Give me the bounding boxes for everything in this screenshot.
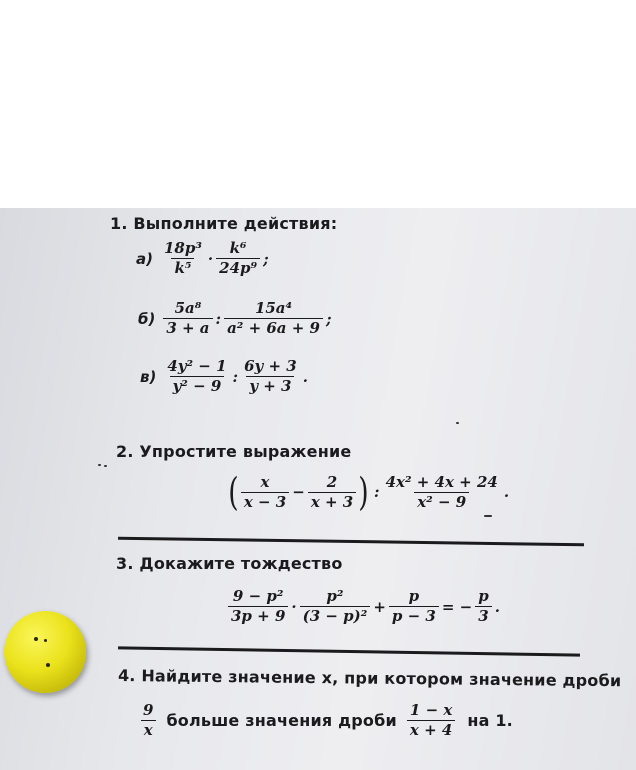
denominator: a² + 6a + 9 xyxy=(224,318,323,337)
denominator: y + 3 xyxy=(246,376,294,395)
operator: − xyxy=(292,483,305,501)
operator: · xyxy=(207,249,214,268)
operator: : xyxy=(374,483,380,501)
numerator: p xyxy=(408,587,420,605)
task1-a-label: а) xyxy=(136,249,153,268)
task1-a-fraction2 xyxy=(216,240,260,277)
task4-title: 4. Найдите значение x, при котором значение дроби xyxy=(117,666,622,691)
task1-title: 1. Выполните действия: xyxy=(110,214,338,233)
divider-line xyxy=(118,646,580,656)
terminator: . xyxy=(302,367,308,386)
denominator: x xyxy=(141,720,156,739)
task4-expression xyxy=(140,702,513,739)
task4-text-mid: больше значения дроби xyxy=(166,711,397,730)
denominator: 24p⁹ xyxy=(216,258,260,277)
terminator: . xyxy=(494,597,500,616)
denominator: k⁵ xyxy=(171,258,194,277)
numerator: 1 − x xyxy=(409,701,453,719)
numerator: 18p³ xyxy=(163,239,202,257)
denominator: x + 4 xyxy=(407,720,455,739)
terminator: ; xyxy=(263,249,269,268)
task4-fraction2 xyxy=(407,702,455,739)
task1-c-label: в) xyxy=(140,367,157,386)
photographed-paper xyxy=(0,208,636,770)
task3-title: 3. Докажите тождество xyxy=(116,554,343,573)
open-paren: ( xyxy=(228,470,239,514)
numerator: 6y + 3 xyxy=(244,357,297,375)
task3-fraction2 xyxy=(300,588,371,625)
task1-b xyxy=(138,300,335,337)
numerator: 15a⁴ xyxy=(254,299,293,317)
task1-c-fraction1 xyxy=(164,358,229,395)
numerator: k⁶ xyxy=(229,239,247,257)
numerator: 9 − p² xyxy=(232,587,284,605)
operator: = − xyxy=(441,597,473,616)
task1-b-fraction1 xyxy=(163,300,212,337)
task1-a xyxy=(136,240,272,277)
task4-text-end: на 1. xyxy=(467,711,513,730)
denominator: x + 3 xyxy=(308,492,356,511)
numerator: 4y² − 1 xyxy=(167,357,227,375)
task2-fraction3 xyxy=(383,474,501,511)
numerator: 4x² + 4x + 24 xyxy=(385,472,498,491)
operator: : xyxy=(215,309,222,328)
denominator: 3 xyxy=(475,606,491,625)
task1-a-fraction1 xyxy=(161,240,205,277)
task2-fraction2 xyxy=(308,474,356,511)
task1-b-label: б) xyxy=(138,309,156,328)
numerator: x xyxy=(260,472,270,491)
task2-fraction1 xyxy=(241,474,289,511)
denominator: 3p + 9 xyxy=(228,606,288,625)
denominator: x − 3 xyxy=(241,492,289,511)
task4-fraction1 xyxy=(140,702,156,739)
numerator: p xyxy=(478,587,489,605)
operator: · xyxy=(291,597,297,616)
operator: + xyxy=(373,597,386,616)
task2-title: 2. Упростите выражение xyxy=(116,442,352,461)
task1-b-fraction2 xyxy=(224,300,323,337)
yellow-magnet xyxy=(4,611,86,693)
denominator: x² − 9 xyxy=(414,492,469,511)
close-paren: ) xyxy=(358,470,369,514)
task1-c xyxy=(140,358,311,395)
terminator: ; xyxy=(325,309,332,328)
denominator: y² − 9 xyxy=(170,376,225,395)
task3-expression xyxy=(228,588,503,625)
operator: : xyxy=(232,367,239,386)
numerator: p² xyxy=(326,587,344,605)
numerator: 5a⁸ xyxy=(174,299,202,317)
denominator: 3 + a xyxy=(163,318,212,337)
task1-c-fraction2 xyxy=(241,358,300,395)
terminator: . xyxy=(503,483,510,501)
task2-expression xyxy=(226,470,512,514)
numerator: 9 xyxy=(143,701,154,719)
numerator: 2 xyxy=(326,472,338,491)
denominator: p − 3 xyxy=(389,606,439,625)
divider-line xyxy=(118,537,584,547)
denominator: (3 − p)² xyxy=(300,606,371,625)
task3-fraction3 xyxy=(389,588,439,625)
task3-fraction4 xyxy=(475,588,492,625)
task3-fraction1 xyxy=(228,588,288,625)
